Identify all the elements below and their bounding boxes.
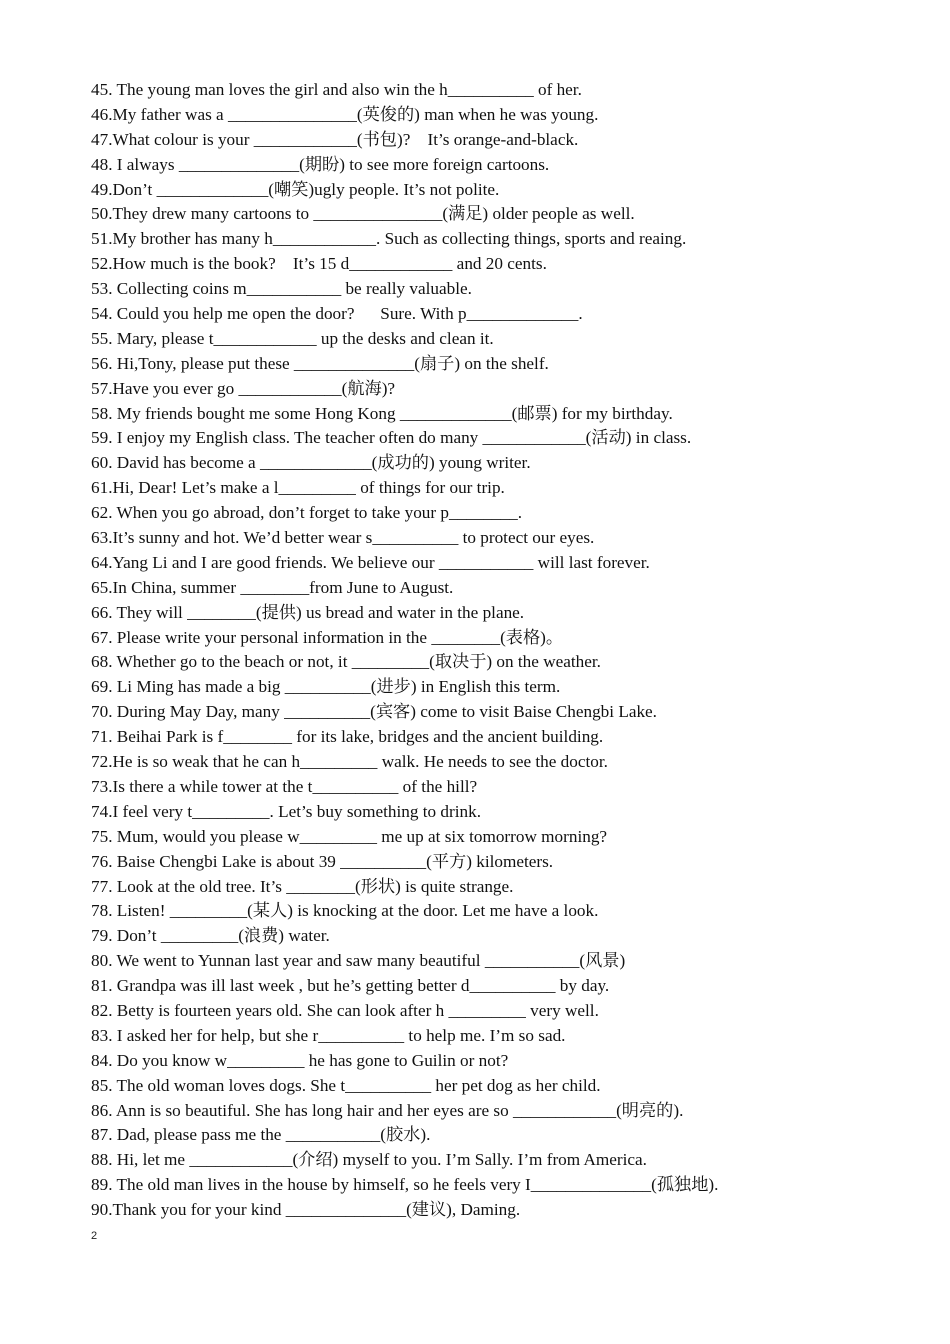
question-item: 84. Do you know w_________ he has gone to Guilin or not?: [91, 1050, 509, 1070]
question-item: 77. Look at the old tree. It’s ________(形状) is quite strange.: [91, 876, 514, 896]
question-item: 46.My father was a _______________(英俊的) man when he was young.: [91, 104, 599, 124]
question-item: 88. Hi, let me ____________(介绍) myself to you. I’m Sally. I’m from America.: [91, 1150, 647, 1170]
question-item: 81. Grandpa was ill last week , but he’s getting better d__________ by day.: [91, 976, 610, 996]
question-item: 48. I always ______________(期盼) to see more foreign cartoons.: [91, 154, 550, 174]
question-item: 51.My brother has many h____________. Such as collecting things, sports and reaing.: [91, 229, 687, 249]
question-item: 59. I enjoy my English class. The teacher often do many ____________(活动) in class.: [91, 428, 692, 448]
question-item: 49.Don’t _____________(嘲笑)ugly people. It’s not polite.: [91, 179, 500, 199]
question-item: 62. When you go abroad, don’t forget to take your p________.: [91, 503, 523, 523]
question-item: 50.They drew many cartoons to _______________(满足) older people as well.: [91, 204, 635, 224]
question-item: 80. We went to Yunnan last year and saw many beautiful ___________(风景): [91, 951, 626, 971]
question-item: 90.Thank you for your kind ______________(建议), Daming.: [91, 1200, 521, 1220]
question-item: 76. Baise Chengbi Lake is about 39 __________(平方) kilometers.: [91, 851, 554, 871]
question-item: 85. The old woman loves dogs. She t__________ her pet dog as her child.: [91, 1075, 601, 1095]
question-item: 86. Ann is so beautiful. She has long hair and her eyes are so ____________(明亮的).: [91, 1100, 684, 1120]
question-item: 65.In China, summer ________from June to August.: [91, 577, 454, 597]
question-item: 79. Don’t _________(浪费) water.: [91, 926, 330, 946]
question-item: 67. Please write your personal information in the ________(表格)。: [91, 627, 564, 647]
question-item: 89. The old man lives in the house by himself, so he feels very I______________(孤独地).: [91, 1175, 719, 1195]
question-item: 66. They will ________(提供) us bread and water in the plane.: [91, 602, 525, 622]
question-item: 54. Could you help me open the door? Sure. With p_____________.: [91, 304, 583, 324]
question-item: 57.Have you ever go ____________(航海)?: [91, 378, 396, 398]
question-item: 83. I asked her for help, but she r__________ to help me. I’m so sad.: [91, 1025, 566, 1045]
question-item: 56. Hi,Tony, please put these ______________(扇子) on the shelf.: [91, 353, 549, 373]
question-item: 63.It’s sunny and hot. We’d better wear s__________ to protect our eyes.: [91, 528, 595, 548]
question-item: 70. During May Day, many __________(宾客) come to visit Baise Chengbi Lake.: [91, 702, 657, 722]
question-item: 52.How much is the book? It’s 15 d____________ and 20 cents.: [91, 254, 547, 274]
question-item: 64.Yang Li and I are good friends. We believe our ___________ will last forever.: [91, 552, 650, 572]
question-item: 68. Whether go to the beach or not, it _________(取决于) on the weather.: [91, 652, 601, 672]
question-item: 73.Is there a while tower at the t__________ of the hill?: [91, 776, 478, 796]
question-item: 53. Collecting coins m___________ be really valuable.: [91, 279, 472, 299]
question-item: 61.Hi, Dear! Let’s make a l_________ of things for our trip.: [91, 478, 505, 498]
question-item: 72.He is so weak that he can h_________ walk. He needs to see the doctor.: [91, 752, 608, 772]
question-item: 87. Dad, please pass me the ___________(胶水).: [91, 1125, 431, 1145]
question-item: 47.What colour is your ____________(书包)? It’s orange-and-black.: [91, 129, 579, 149]
question-item: 60. David has become a _____________(成功的) young writer.: [91, 453, 531, 473]
question-item: 69. Li Ming has made a big __________(进步) in English this term.: [91, 677, 561, 697]
question-item: 45. The young man loves the girl and also win the h__________ of her.: [91, 80, 582, 99]
question-item: 58. My friends bought me some Hong Kong _____________(邮票) for my birthday.: [91, 403, 673, 423]
question-item: 71. Beihai Park is f________ for its lake, bridges and the ancient building.: [91, 727, 604, 747]
question-list: [91, 78, 931, 1223]
question-item: 78. Listen! _________(某人) is knocking at the door. Let me have a look.: [91, 901, 599, 921]
question-item: 74.I feel very t_________. Let’s buy something to drink.: [91, 801, 481, 821]
page-number: 2: [91, 1230, 98, 1242]
question-item: 55. Mary, please t____________ up the desks and clean it.: [91, 328, 494, 348]
question-item: 75. Mum, would you please w_________ me up at six tomorrow morning?: [91, 826, 608, 846]
question-item: 82. Betty is fourteen years old. She can look after h _________ very well.: [91, 1000, 599, 1020]
